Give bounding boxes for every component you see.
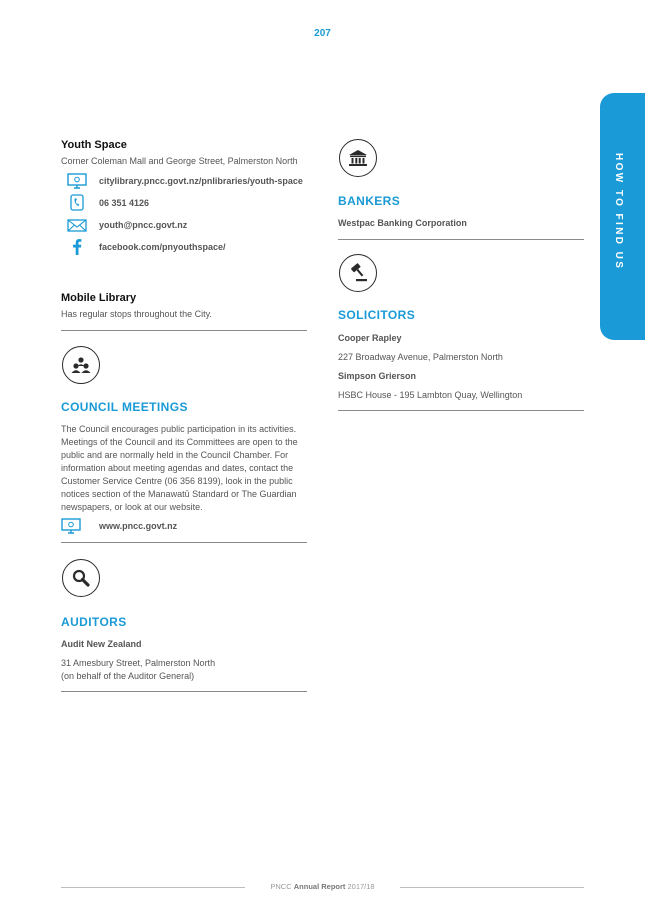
auditors-address-line-2: (on behalf of the Auditor General)	[61, 671, 195, 681]
mobile-library-text: Has regular stops throughout the City.	[61, 309, 212, 319]
youth-space-website-link[interactable]: citylibrary.pncc.govt.nz/pnlibraries/youth-space	[99, 176, 303, 186]
bank-icon	[339, 139, 377, 177]
side-tab[interactable]	[600, 93, 645, 340]
divider	[61, 691, 307, 692]
people-icon	[62, 346, 100, 384]
solicitors-firm-1: Cooper Rapley	[338, 333, 402, 343]
divider	[61, 542, 307, 543]
email-icon	[66, 217, 88, 233]
gavel-icon	[339, 254, 377, 292]
solicitors-firm-2-address: HSBC House - 195 Lambton Quay, Wellington	[338, 390, 523, 400]
council-meetings-heading: COUNCIL MEETINGS	[61, 400, 188, 414]
youth-space-phone[interactable]: 06 351 4126	[99, 198, 150, 208]
phone-icon	[66, 194, 88, 210]
solicitors-firm-1-address: 227 Broadway Avenue, Palmerston North	[338, 352, 503, 362]
bankers-heading: BANKERS	[338, 194, 401, 208]
auditors-heading: AUDITORS	[61, 615, 127, 629]
facebook-icon	[66, 238, 88, 254]
side-tab-label: HOW TO FIND US	[613, 153, 624, 271]
youth-space-title: Youth Space	[61, 139, 127, 151]
auditors-address-line-1: 31 Amesbury Street, Palmerston North	[61, 658, 216, 668]
divider	[338, 410, 584, 411]
divider	[61, 330, 307, 331]
youth-space-email-link[interactable]: youth@pncc.govt.nz	[99, 220, 188, 230]
solicitors-heading: SOLICITORS	[338, 308, 416, 322]
council-meetings-text: The Council encourages public participation in its activities. Meetings of the Council and its Committees are open to the public and are normally held in the Council Chamber. For information about meeting agendas and dates, contact the Customer Service Centre (06 356 8199), look in the public notices section of the Manawatū Standard or The Guardian newspapers, or look at our website.	[61, 424, 298, 512]
divider	[338, 239, 584, 240]
computer-icon	[66, 173, 88, 189]
bankers-name: Westpac Banking Corporation	[338, 218, 467, 228]
auditors-name: Audit New Zealand	[61, 639, 142, 649]
council-website-link[interactable]: www.pncc.govt.nz	[99, 521, 178, 531]
youth-space-facebook-link[interactable]: facebook.com/pnyouthspace/	[99, 242, 226, 252]
footer: PNCC Annual Report 2017/18	[270, 882, 375, 891]
youth-space-address: Corner Coleman Mall and George Street, Palmerston North	[61, 156, 298, 166]
magnifier-icon	[62, 559, 100, 597]
computer-icon	[60, 518, 82, 534]
page-number: 207	[314, 28, 331, 39]
solicitors-firm-2: Simpson Grierson	[338, 371, 417, 381]
mobile-library-title: Mobile Library	[61, 292, 137, 304]
